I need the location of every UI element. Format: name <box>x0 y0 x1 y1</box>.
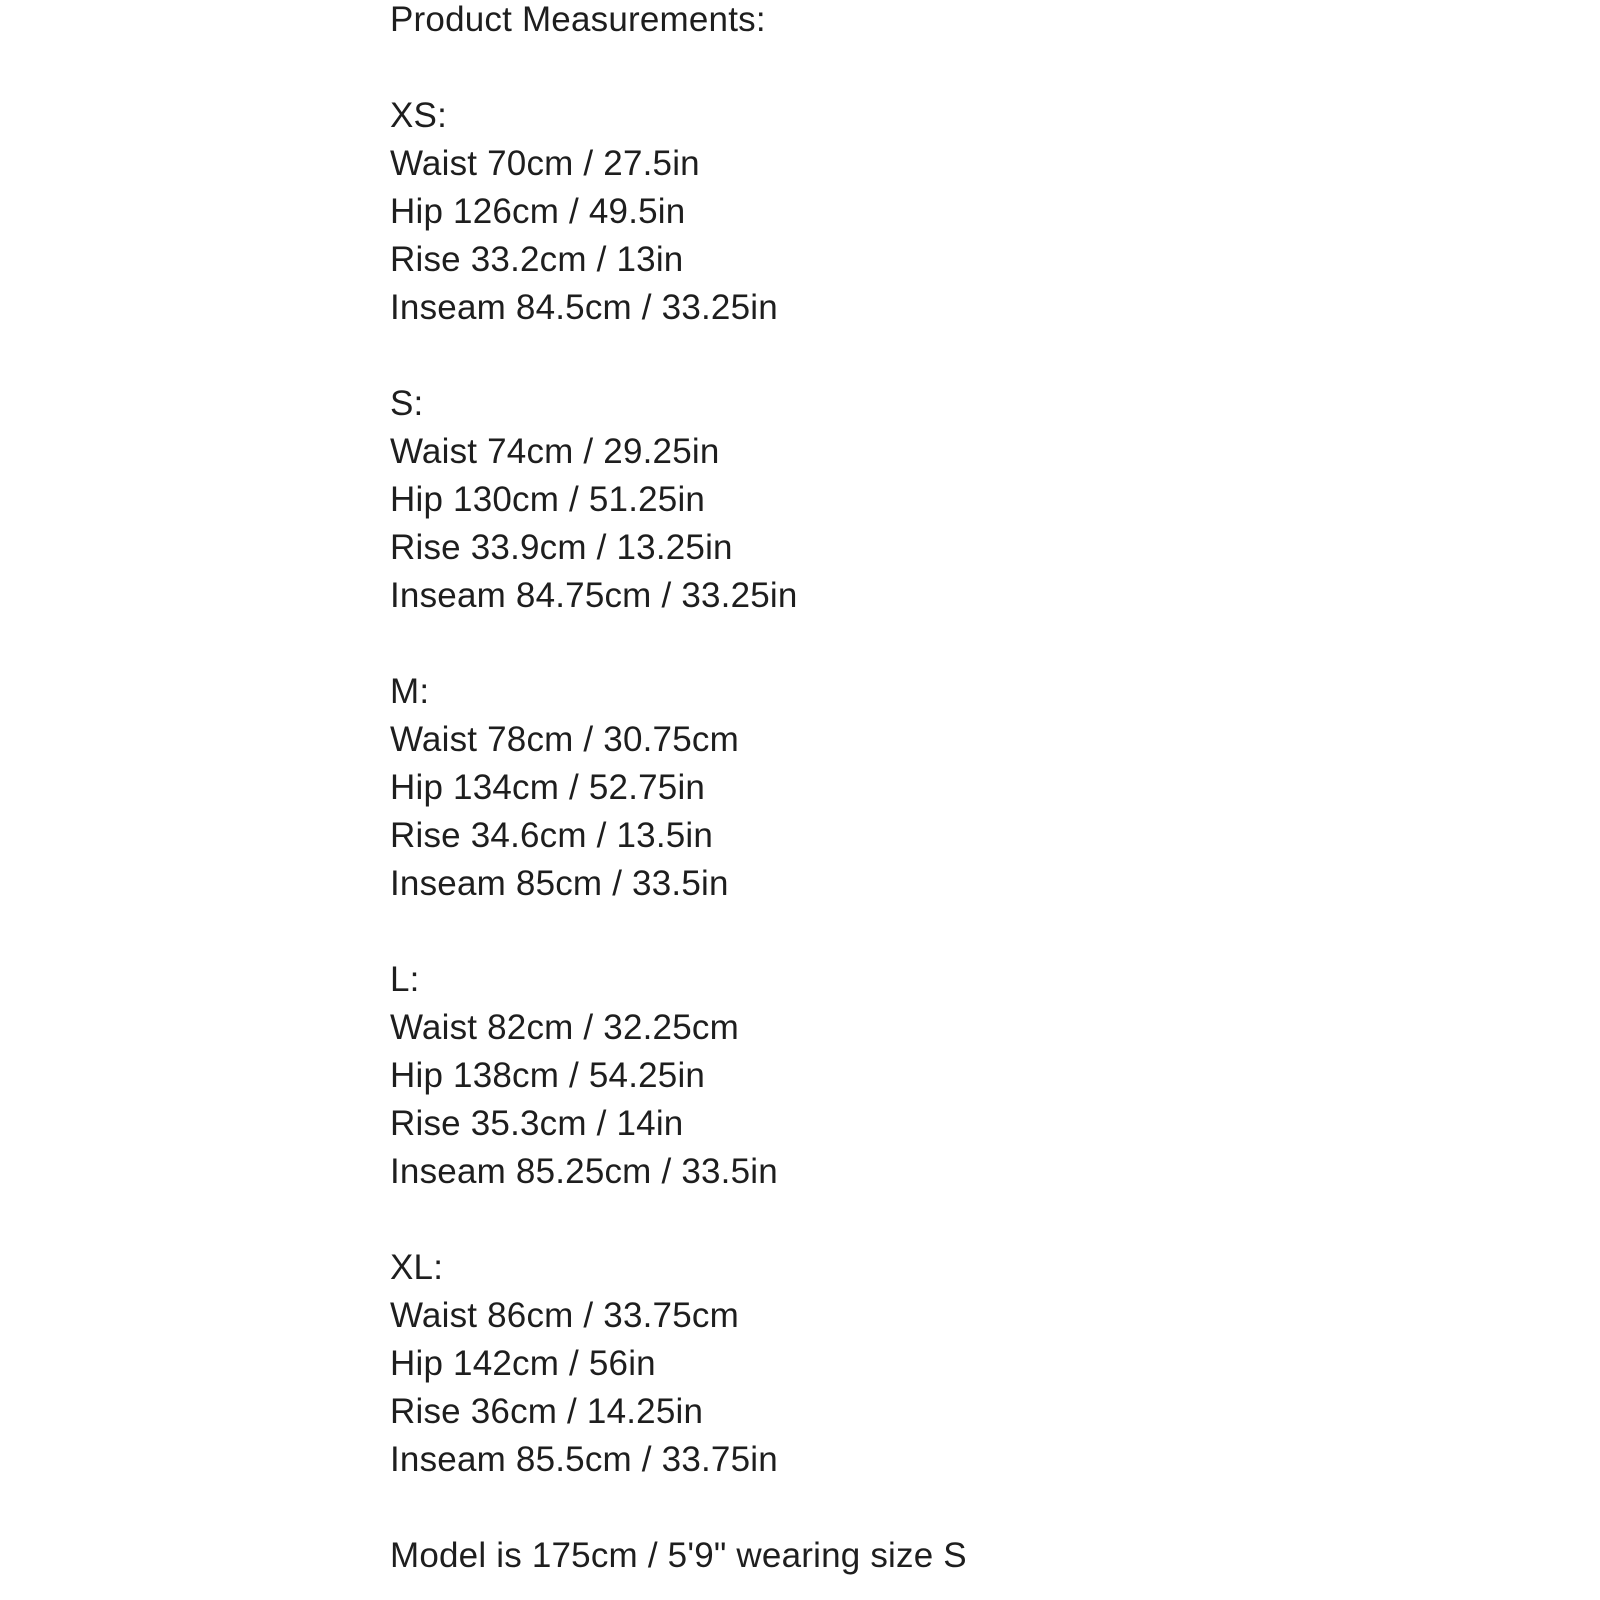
rise-measurement: Rise 35.3cm / 14in <box>390 1104 684 1143</box>
hip-measurement: Hip 130cm / 51.25in <box>390 480 706 519</box>
spacer <box>390 620 1390 668</box>
rise-measurement: Rise 34.6cm / 13.5in <box>390 816 714 855</box>
size-block-xs <box>390 92 1390 332</box>
spacer <box>390 44 1390 92</box>
size-label: L: <box>390 960 420 999</box>
rise-measurement: Rise 33.9cm / 13.25in <box>390 528 733 567</box>
size-block-l <box>390 956 1390 1196</box>
size-label: M: <box>390 672 430 711</box>
inseam-measurement: Inseam 84.75cm / 33.25in <box>390 576 798 615</box>
waist-measurement: Waist 70cm / 27.5in <box>390 144 700 183</box>
size-block-xl <box>390 1244 1390 1484</box>
hip-measurement: Hip 142cm / 56in <box>390 1344 656 1383</box>
spacer <box>390 1196 1390 1244</box>
size-block-s <box>390 380 1390 620</box>
rise-measurement: Rise 33.2cm / 13in <box>390 240 684 279</box>
size-block-m <box>390 668 1390 908</box>
heading: Product Measurements: <box>390 0 766 39</box>
inseam-measurement: Inseam 85.5cm / 33.75in <box>390 1440 778 1479</box>
waist-measurement: Waist 78cm / 30.75cm <box>390 720 739 759</box>
hip-measurement: Hip 134cm / 52.75in <box>390 768 706 807</box>
spacer <box>390 908 1390 956</box>
inseam-measurement: Inseam 85.25cm / 33.5in <box>390 1152 778 1191</box>
hip-measurement: Hip 138cm / 54.25in <box>390 1056 706 1095</box>
spacer <box>390 332 1390 380</box>
inseam-measurement: Inseam 85cm / 33.5in <box>390 864 729 903</box>
size-label: S: <box>390 384 424 423</box>
waist-measurement: Waist 82cm / 32.25cm <box>390 1008 739 1047</box>
waist-measurement: Waist 86cm / 33.75cm <box>390 1296 739 1335</box>
measurements-document <box>390 0 1390 1580</box>
rise-measurement: Rise 36cm / 14.25in <box>390 1392 704 1431</box>
model-note: Model is 175cm / 5'9" wearing size S <box>390 1536 967 1575</box>
inseam-measurement: Inseam 84.5cm / 33.25in <box>390 288 778 327</box>
hip-measurement: Hip 126cm / 49.5in <box>390 192 686 231</box>
spacer <box>390 1484 1390 1532</box>
waist-measurement: Waist 74cm / 29.25in <box>390 432 720 471</box>
size-label: XS: <box>390 96 448 135</box>
size-label: XL: <box>390 1248 444 1287</box>
